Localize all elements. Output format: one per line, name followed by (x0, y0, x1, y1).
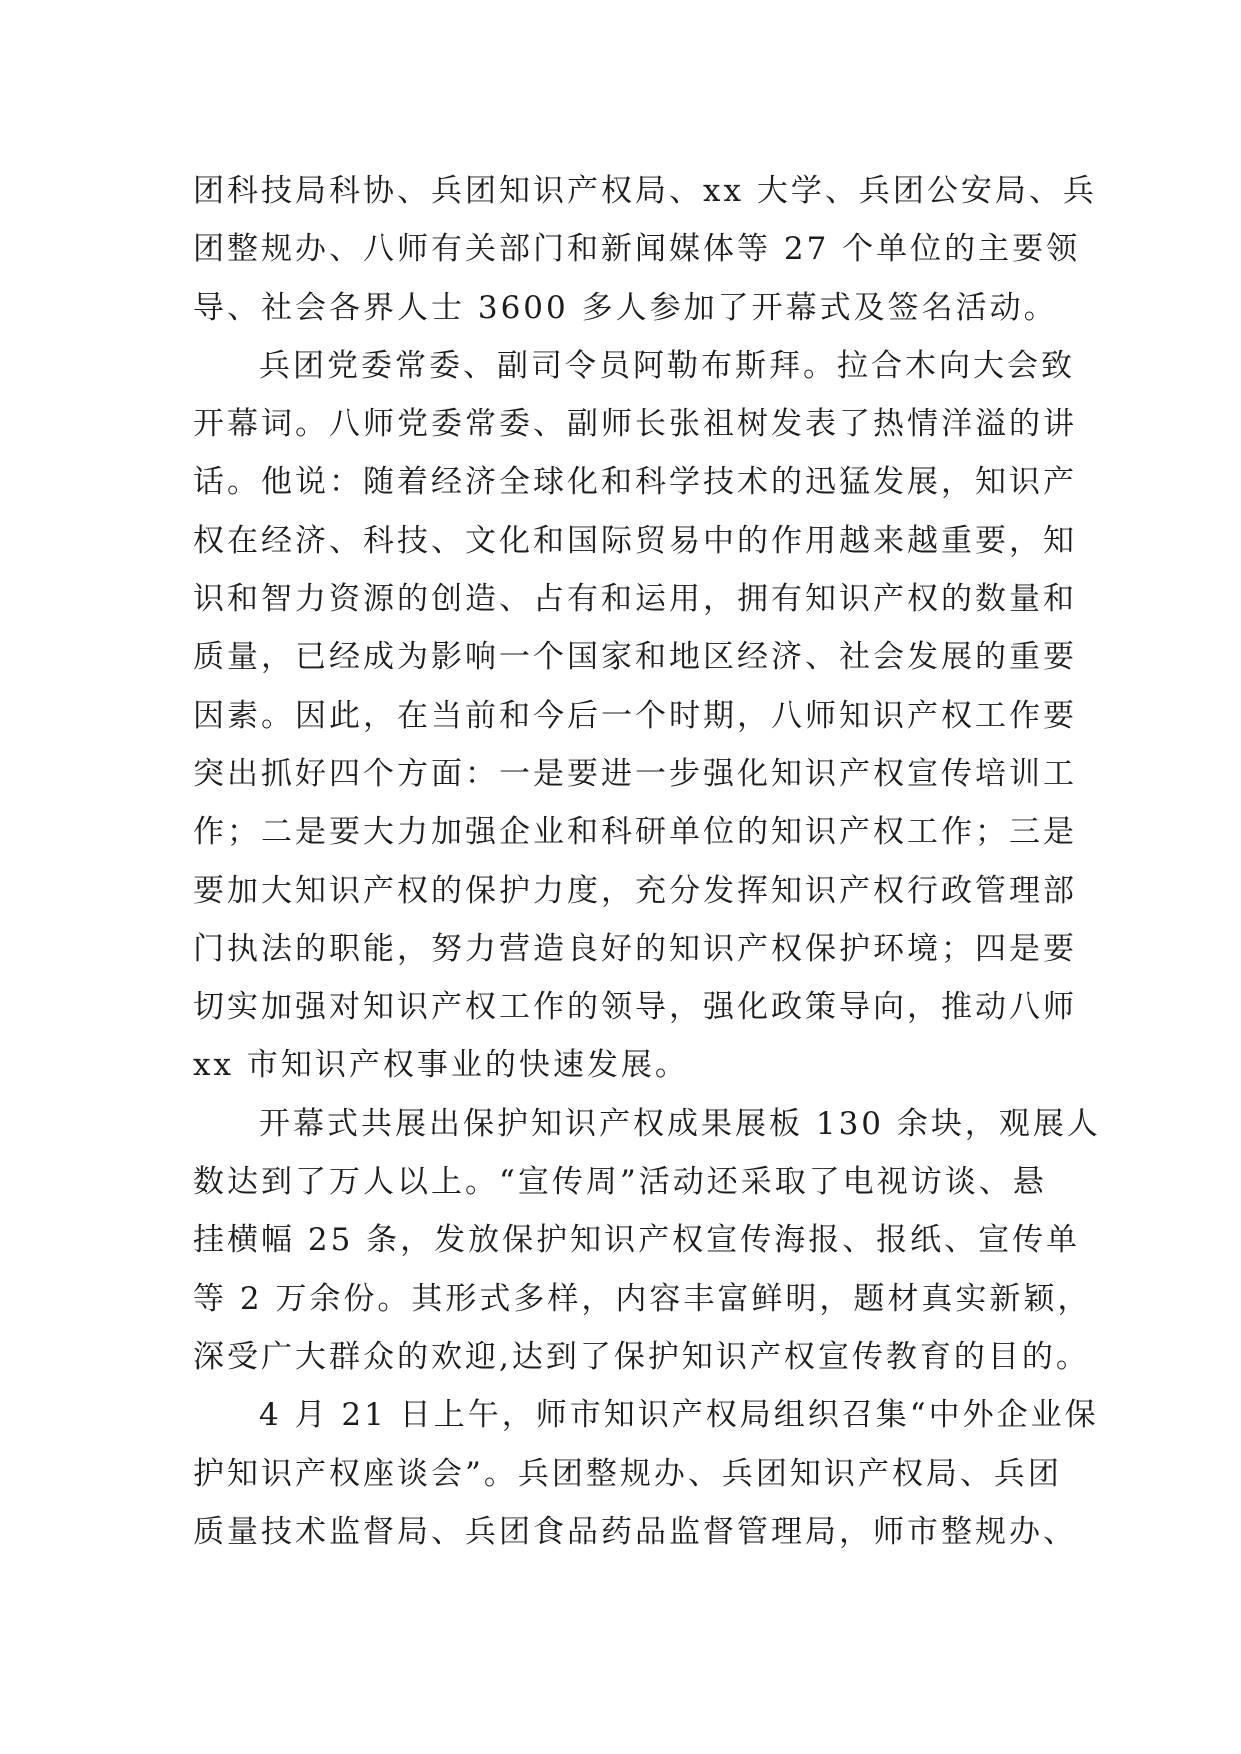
text-line: 团整规办、八师有关部门和新闻媒体等 27 个单位的主要领 (193, 231, 1081, 268)
text-line: 质量技术监督局、兵团食品药品监督管理局，师市整规办、 (193, 1513, 1077, 1550)
text-line: 挂横幅 25 条，发放保护知识产权宣传海报、报纸、宣传单 (193, 1222, 1081, 1259)
document-body (193, 162, 1101, 1561)
text-line: 话。他说：随着经济全球化和科学技术的迅猛发展，知识产 (193, 464, 1077, 501)
text-line: 权在经济、科技、文化和国际贸易中的作用越来越重要，知 (193, 522, 1077, 559)
text-line: 团科技局科协、兵团知识产权局、xx 大学、兵团公安局、兵 (193, 173, 1097, 209)
paragraph-start-line: 开幕式共展出保护知识产权成果展板 130 余块，观展人 (259, 1105, 1101, 1142)
text-line: 护知识产权座谈会”。兵团整规办、兵团知识产权局、兵团 (193, 1455, 1062, 1492)
text-line: 要加大知识产权的保护力度，充分发挥知识产权行政管理部 (193, 872, 1077, 909)
paragraph-start-line: 兵团党委常委、副司令员阿勒布斯拜。拉合木向大会致 (259, 347, 1075, 384)
text-line: 深受广大群众的欢迎,达到了保护知识产权宣传教育的目的。 (193, 1338, 1090, 1375)
text-line: 作；二是要大力加强企业和科研单位的知识产权工作；三是 (193, 814, 1077, 851)
text-line: 切实加强对知识产权工作的领导，强化政策导向，推动八师 (193, 989, 1077, 1026)
text-line: 门执法的职能，努力营造良好的知识产权保护环境；四是要 (193, 930, 1077, 967)
text-line: 突出抓好四个方面：一是要进一步强化知识产权宣传培训工 (193, 755, 1077, 792)
text-line: 开幕词。八师党委常委、副师长张祖树发表了热情洋溢的讲 (193, 406, 1077, 443)
text-line: xx 市知识产权事业的快速发展。 (193, 1047, 689, 1084)
text-line: 等 2 万余份。其形式多样，内容丰富鲜明，题材真实新颖， (193, 1280, 1092, 1317)
text-line: 因素。因此，在当前和今后一个时期，八师知识产权工作要 (193, 697, 1077, 734)
text-line: 数达到了万人以上。“宣传周”活动还采取了电视访谈、悬 (193, 1164, 1047, 1201)
paragraph-start-line: 4 月 21 日上午，师市知识产权局组织召集“中外企业保 (259, 1397, 1099, 1434)
text-line: 识和智力资源的创造、占有和运用，拥有知识产权的数量和 (193, 581, 1077, 618)
text-line: 导、社会各界人士 3600 多人参加了开幕式及签名活动。 (193, 289, 1058, 326)
text-line: 质量，已经成为影响一个国家和地区经济、社会发展的重要 (193, 639, 1077, 676)
